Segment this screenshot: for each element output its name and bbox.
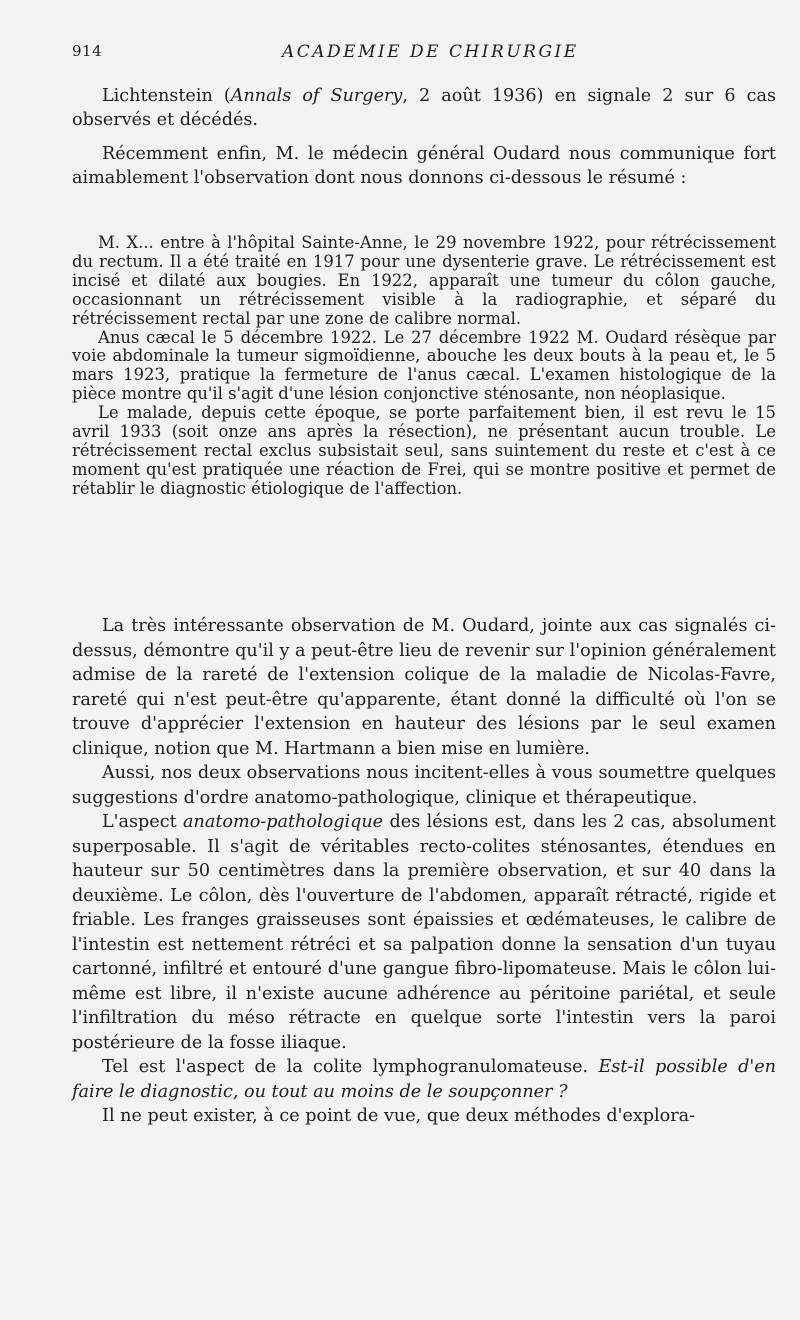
- discussion-p3-italic: anatomo-pathologique: [183, 812, 384, 832]
- discussion-paragraph-1: La très intéressante observation de M. Oudard, jointe aux cas signalés ci-dessus, démontre qu'il y a peut-être lieu de revenir sur l'opinion généralement admise de la rareté de l'extension colique de la maladie de Nicolas-Favre, rareté qui n'est peut-être qu'apparente, étant donné la difficulté où l'on se trouve d'apprécier l'extension en hauteur des lésions par le seul examen clinique, notion que M. Hartmann a bien mise en lumière.: [72, 616, 776, 759]
- intro-p1-post: , 2 août 1936) en signale 2 sur 6 cas observés et décédés.: [72, 86, 777, 131]
- intro-paragraph-2: [72, 142, 776, 191]
- discussion-p3-pre: L'aspect: [102, 812, 184, 832]
- intro-p2: Récemment enfin, M. le médecin général Oudard nous communique fort aimablement l'observation dont nous donnons ci-dessous le résumé :: [72, 144, 776, 189]
- journal-title: ACADEMIE DE CHIRURGIE: [282, 42, 579, 62]
- discussion-paragraph-4: [72, 1055, 776, 1104]
- discussion-paragraph-3: [72, 810, 776, 1055]
- case-paragraph-2: Anus cæcal le 5 décembre 1922. Le 27 décembre 1922 M. Oudard résèque par voie abdominale la tumeur sigmoïdienne, abouche les deux bouts à la peau et, le 5 mars 1923, pratique la fermeture de l'anus cæcal. L'examen histologique de la pièce montre qu'il s'agit d'une lésion conjonctive sténosante, non néoplasique.: [72, 327, 776, 404]
- discussion-p3-post: des lésions est, dans les 2 cas, absolument superposable. Il s'agit de véritables recto-colites sténosantes, étendues en hauteur sur 50 centimètres dans la première observation, et sur 40 dans la deuxième. Le côlon, dès l'ouverture de l'abdomen, apparaît rétracté, rigide et friable. Les franges graisseuses sont épaissies et œdémateuses, le calibre de l'intestin est nettement rétréci et sa palpation donne la sensation d'un tuyau cartonné, infiltré et entouré d'une gangue fibro-lipomateuse. Mais le côlon lui-même est libre, il n'existe aucune adhérence au péritoine pariétal, et seule l'infiltration du méso rétracte en quelque sorte l'intestin vers la paroi postérieure de la fosse iliaque.: [72, 812, 776, 1053]
- discussion-paragraph-2: Aussi, nos deux observations nous incitent-elles à vous soumettre quelques suggestions d'ordre anatomo-pathologique, clinique et thérapeutique.: [72, 763, 776, 808]
- intro-p1-pre: Lichtenstein (: [102, 86, 231, 106]
- intro-paragraph-1: [72, 84, 776, 133]
- case-paragraph-1: M. X... entre à l'hôpital Sainte-Anne, le 29 novembre 1922, pour rétrécissement du rectum. Il a été traité en 1917 pour une dysenterie grave. Le rétrécissement est incisé et dilaté aux bougies. En 1922, apparaît une tumeur du côlon gauche, occasionnant un rétrécissement visible à la radiographie, et séparé du rétrécissement rectal par une zone de calibre normal.: [72, 233, 776, 328]
- discussion: [72, 614, 776, 1129]
- case-paragraph-3: Le malade, depuis cette époque, se porte parfaitement bien, il est revu le 15 avril 1933 (soit onze ans après la résection), ne présentant aucun trouble. Le rétrécissement rectal exclus subsistait seul, sans suintement du reste et c'est à ce moment qu'est pratiquée une réaction de Frei, qui se montre positive et permet de rétablir le diagnostic étiologique de l'affection.: [72, 403, 776, 498]
- journal-citation: Annals of Surgery: [230, 86, 403, 106]
- page-number: 914: [72, 42, 103, 60]
- discussion-paragraph-5: Il ne peut exister, à ce point de vue, que deux méthodes d'explora-: [102, 1106, 696, 1126]
- discussion-p4-pre: Tel est l'aspect de la colite lymphogranulomateuse.: [102, 1057, 599, 1077]
- discussion-p4-question: Est-il possible d'en faire le diagnostic, ou tout au moins de le soupçonner ?: [72, 1057, 776, 1102]
- case-report: [72, 234, 776, 499]
- running-head: [72, 42, 760, 66]
